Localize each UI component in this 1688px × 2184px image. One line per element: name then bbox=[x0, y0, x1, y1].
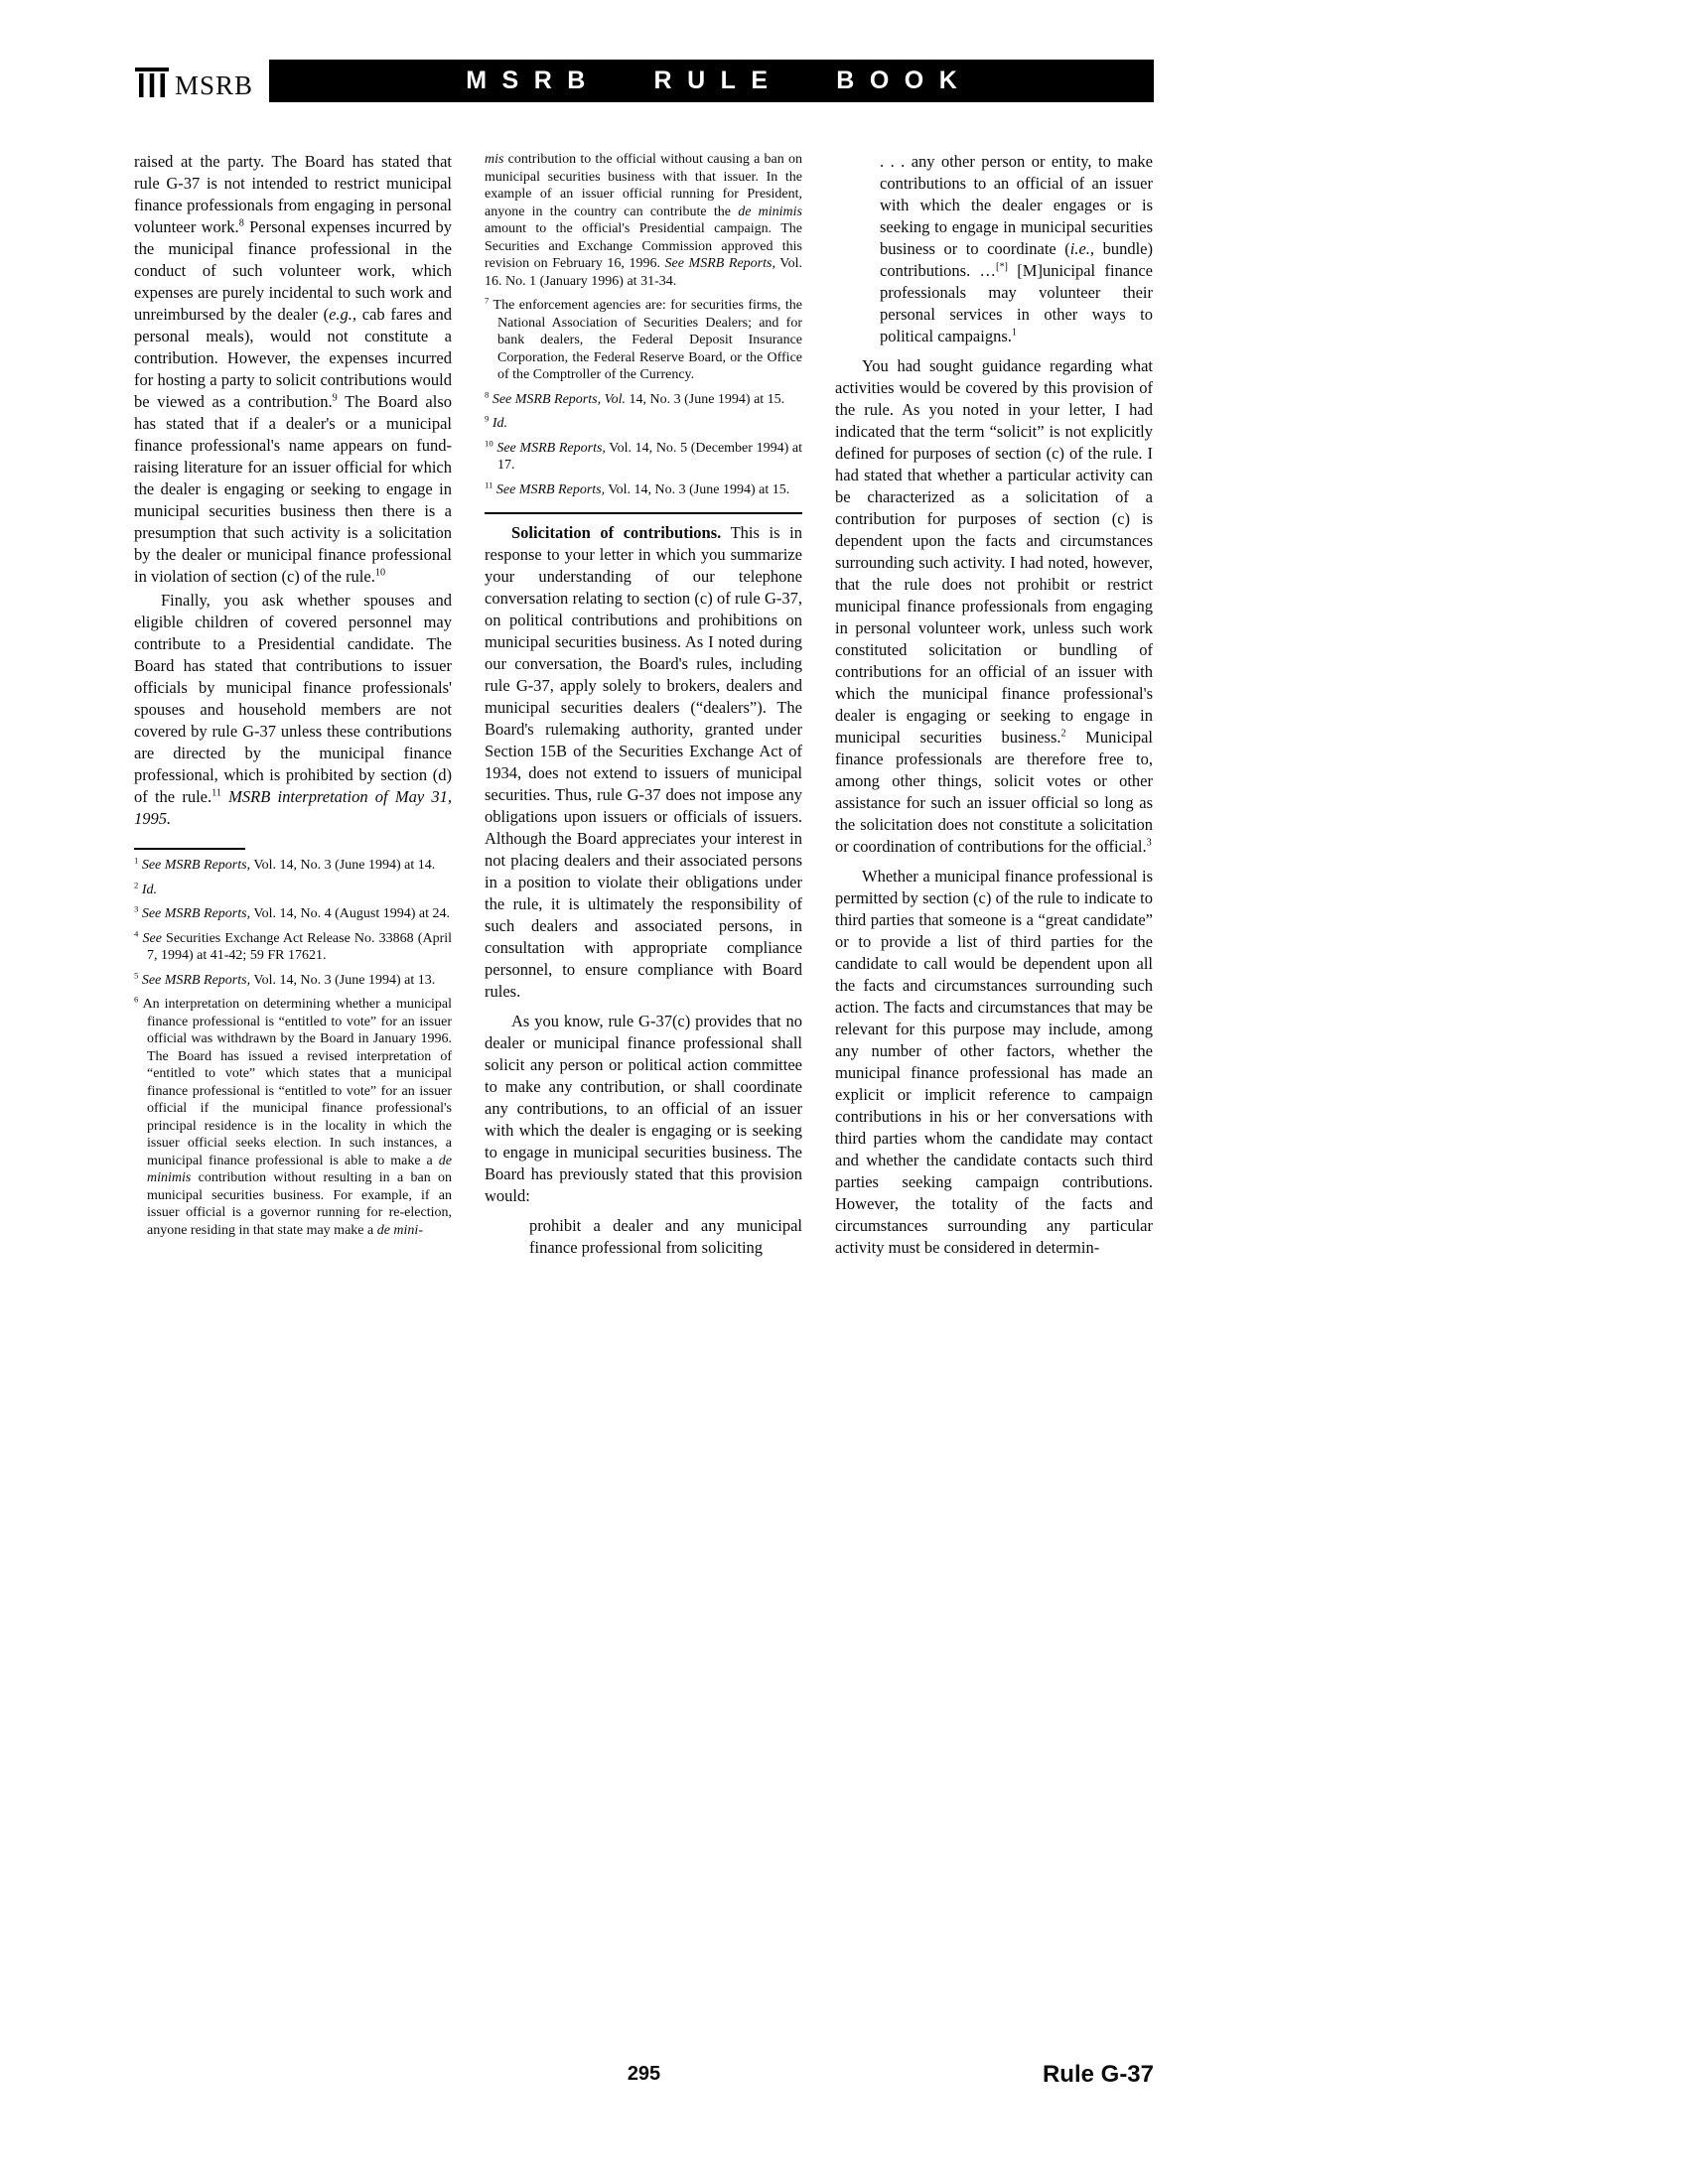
footnote: $^1$ See MSRB Reports, Vol. 14, No. 3 (June 1994) at 14. bbox=[134, 855, 436, 873]
banner-title: MSRB RULE BOOK bbox=[466, 67, 973, 94]
block-quote: prohibit a dealer and any municipal finance professional from soliciting bbox=[529, 1216, 802, 1257]
rule-book-banner bbox=[269, 60, 1154, 102]
logo-text: MSRB bbox=[175, 70, 254, 100]
column-1 bbox=[134, 151, 452, 1259]
footnote: $^7$ The enforcement agencies are: for securities firms, the National Association of Securities Dealers; and for bank dealers, the Federal Deposit Insurance Corporation, the Federal Reserve Board, or the Office of the Comptroller of the Currency. bbox=[485, 295, 802, 382]
paragraph: Whether a municipal finance professional is permitted by section (c) of the rule to indicate to third parties that someone is a “great candidate” or to provide a list of third parties for the candidate to call would be dependent upon all the facts and circumstances surrounding such action. The facts and circumstances that may be relevant for this purpose may include, among any number of other factors, whether the municipal finance professional has made an explicit or implicit reference to campaign contributions in his or her conversations with third parties whom the candidate may contact and whether the candidate contacts such third parties seeking campaign contributions. However, the totality of the facts and circumstances surrounding any particular activity must be considered in determin- bbox=[835, 867, 1153, 1257]
section-paragraph: Solicitation of contributions. This is in response to your letter in which you summarize your understanding of our telephone conversation relating to section (c) of rule G-37, on political contributions and prohibitions on municipal securities business. As I noted during our conversation, the Board's rules, including rule G-37, apply solely to brokers, dealers and municipal securities dealers (“dealers”). The Board's rulemaking authority, granted under Section 15B of the Securities Exchange Act of 1934, does not extend to issuers of municipal securities. Thus, rule G-37 does not impose any obligations upon issuers or officials of issuers. Although the Board appreciates your interest in not placing dealers and their associated persons in a position to violate their obligations under the rule, it is ultimately the responsibility of such dealers and associated persons, in consultation with appropriate compliance personnel, to ensure compliance with Board rules. bbox=[485, 523, 802, 1001]
footnote-separator bbox=[134, 848, 245, 850]
paragraph: You had sought guidance regarding what activities would be covered by this provision of the rule. As you noted in your letter, I had indicated that the term “solicit” is not explicitly defined for purposes of section (c) of the rule. I had stated that whether a particular activity can be characterized as a solicitation of a contribution for purposes of section (c) is dependent upon the facts and circumstances surrounding such activity. I had noted, however, that the rule does not prohibit or restrict municipal finance professionals from engaging in personal volunteer work, unless such work constituted solicitation or bundling of contributions for an official of an issuer with which the municipal finance professional's dealer is engaging or seeking to engage in municipal securities business.$^2$ Municipal finance professionals are therefore free to, among other things, solicit votes or other assistance for such an issuer official so long as the solicitation does not constitute a solicitation or coordination of contributions for the official.$^3$ bbox=[835, 356, 1154, 856]
paragraph: As you know, rule G-37(c) provides that no dealer or municipal finance professional shall solicit any person or political action committee to make any contribution, or shall coordinate any contributions, to an official of an issuer with which the dealer is engaging or is seeking to engage in municipal securities business. The Board has previously stated that this provision would: bbox=[485, 1012, 802, 1205]
column-3 bbox=[835, 151, 1153, 1259]
column-2 bbox=[485, 151, 802, 1259]
footnote: $^3$ See MSRB Reports, Vol. 14, No. 4 (August 1994) at 24. bbox=[134, 903, 451, 921]
page-footer bbox=[134, 2063, 1154, 2093]
page-header bbox=[134, 60, 1154, 102]
footnote: $^2$ Id. bbox=[134, 879, 158, 897]
msrb-logo bbox=[134, 68, 253, 102]
footnote: $^4$ See Securities Exchange Act Release No. 33868 (April 7, 1994) at 41-42; 59 FR 17621. bbox=[134, 927, 453, 963]
paragraph: raised at the party. The Board has stated that rule G-37 is not intended to restrict municipal finance professionals from engaging in personal volunteer work.$^8$ Personal expenses incurred by the municipal finance professional in the conduct of such volunteer work, which expenses are purely incidental to such work and unreimbursed by the dealer (e.g., cab fares and personal meals), would not constitute a contribution. However, the expenses incurred for hosting a party to solicit contributions would be viewed as a contribution.$^9$ The Board also has stated that if a dealer's or a municipal finance professional's name appears on fund-raising literature for an issuer official for which the dealer is engaging or seeking to engage in municipal securities business then there is a presumption that such activity is a solicitation by the dealer or municipal finance professional in violation of section (c) of the rule.$^{10}$ bbox=[134, 152, 453, 586]
footnote: $^9$ Id. bbox=[485, 413, 508, 431]
paragraph: Finally, you ask whether spouses and eligible children of covered personnel may contribute to a Presidential candidate. The Board has stated that contributions to issuer officials by municipal finance professionals' spouses and household members are not covered by rule G-37 unless these contributions are directed by the municipal finance professional, which is prohibited by section (d) of the rule.$^{11}$ MSRB interpretation of May 31, 1995. bbox=[134, 591, 452, 828]
footnote: $^6$ An interpretation on determining whether a municipal finance professional is “entitled to vote” for an issuer official was withdrawn by the Board in January 1996. The Board has issued a revised interpretation of “entitled to vote” which states that a municipal finance professional is “entitled to vote” for an issuer official if the municipal finance professional's principal residence is in the locality in which the issuer official seeks election. In such instances, a municipal finance professional is able to make a de minimis contribution without resulting in a ban on municipal securities business. For example, if an issuer official is a governor running for re-election, anyone residing in that state may make a de mini- bbox=[134, 994, 452, 1238]
footnote: $^{11}$ See MSRB Reports, Vol. 14, No. 3 (June 1994) at 15. bbox=[485, 478, 790, 497]
text-columns bbox=[134, 151, 1154, 1259]
columns-icon bbox=[134, 68, 170, 99]
column-rule bbox=[485, 512, 802, 514]
footnote: $^8$ See MSRB Reports, Vol. 14, No. 3 (June 1994) at 15. bbox=[485, 388, 785, 407]
rule-label: Rule G-37 bbox=[1042, 2061, 1154, 2088]
page-number: 295 bbox=[627, 2063, 661, 2085]
block-quote-continuation: . . . any other person or entity, to make contributions to an official of an issuer with which the dealer engages or is seeking to engage in municipal securities business or to coordinate (i.e., bundle) contributions. …[*] [M]unicipal finance professionals may volunteer their personal services in other ways to political campaigns.$^1$ bbox=[880, 152, 1154, 345]
footnote-continuation: mis contribution to the official without causing a ban on municipal securities business with that issuer. In the example of an issuer official running for President, anyone in the country can contribute the de minimis amount to the official's Presidential campaign. The Securities and Exchange Commission approved this revision on February 16, 1996. See MSRB Reports, Vol. 16. No. 1 (January 1996) at 31-34. bbox=[485, 152, 802, 289]
footnote: $^{10}$ See MSRB Reports, Vol. 14, No. 5 (December 1994) at 17. bbox=[485, 437, 803, 473]
footnote: $^5$ See MSRB Reports, Vol. 14, No. 3 (June 1994) at 13. bbox=[134, 969, 436, 988]
